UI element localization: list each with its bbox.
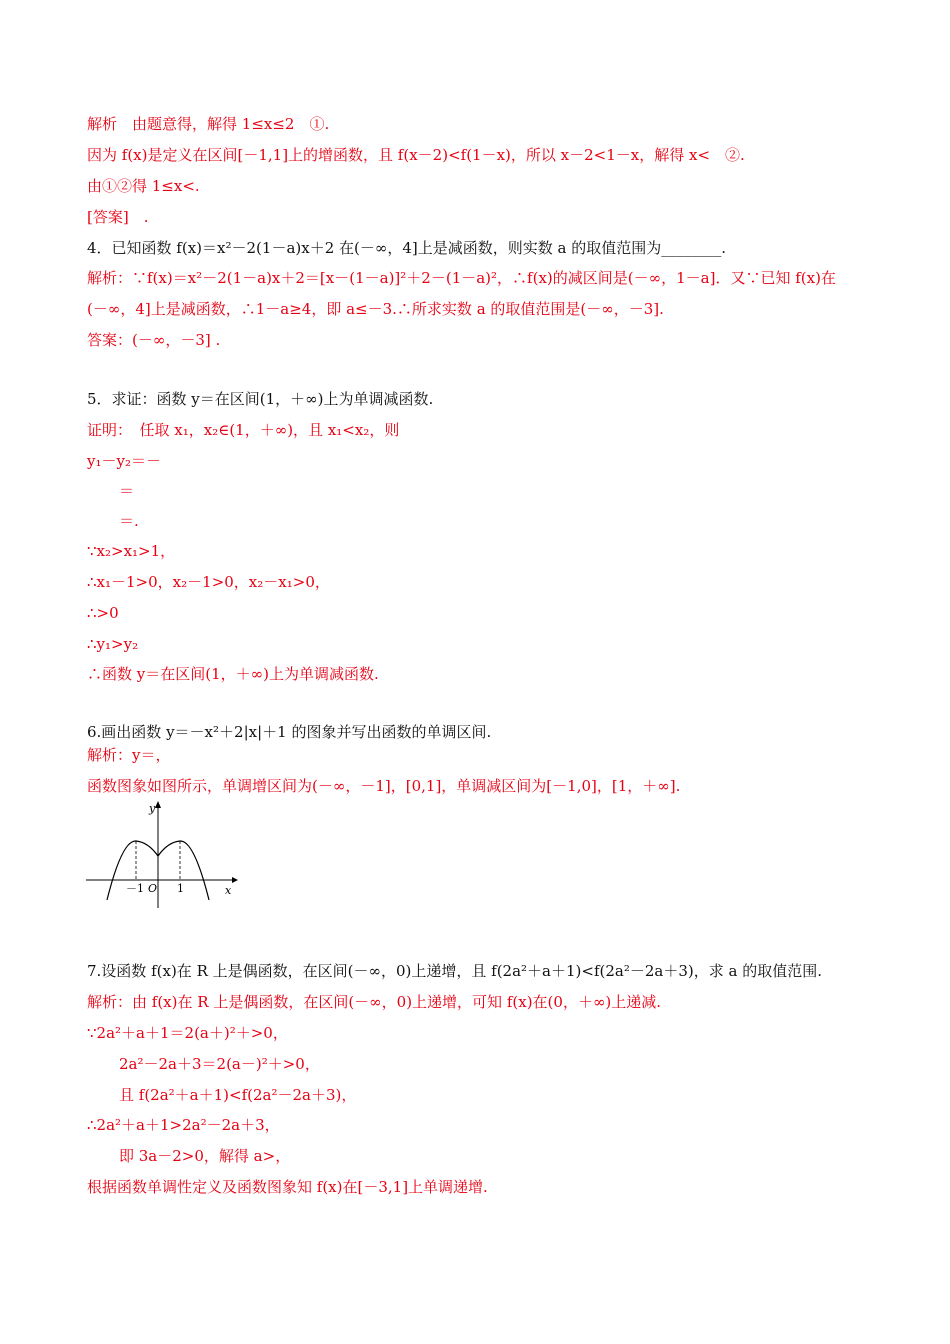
proof-5-line-6: ∴x₁－1>0，x₂－1>0，x₂－x₁>0，	[87, 573, 330, 591]
proof-5-line-4: ＝.	[119, 512, 139, 530]
proof-5-line-1: 证明： 任取 x₁，x₂∈(1，＋∞)，且 x₁<x₂，则	[87, 421, 400, 439]
question-6: 6.画出函数 y＝－x²＋2|x|＋1 的图象并写出函数的单调区间.	[87, 723, 492, 741]
question-5: 5．求证：函数 y＝在区间(1，＋∞)上为单调减函数.	[87, 390, 434, 408]
proof-5-line-3: ＝	[119, 482, 135, 500]
proof-5-line-8: ∴y₁>y₂	[87, 635, 139, 653]
y-label: y	[149, 802, 156, 815]
solution-6-line-2: 函数图象如图所示，单调增区间为(－∞，－1]，[0,1]，单调减区间为[－1,0]，[1，＋∞].	[87, 777, 681, 795]
solution-7-line-7: 根据函数单调性定义及函数图象知 f(x)在[－3,1]上单调递增.	[87, 1178, 488, 1196]
tick-neg1: －1	[126, 882, 144, 895]
tick-1: 1	[177, 882, 184, 895]
y-axis-arrow	[155, 801, 161, 808]
x-label: x	[225, 884, 232, 897]
solution-6-line-1: 解析：y＝，	[87, 746, 171, 764]
solution-7-line-4: 且 f(2a²＋a＋1)<f(2a²－2a＋3)，	[119, 1086, 357, 1104]
question-4: 4．已知函数 f(x)＝x²－2(1－a)x＋2 在(－∞，4]上是减函数，则实数 a 的取值范围为________.	[87, 239, 726, 257]
solution-7-line-1: 解析：由 f(x)在 R 上是偶函数，在区间(－∞，0)上递增，可知 f(x)在(0，＋∞)上递减.	[87, 993, 662, 1011]
function-graph	[86, 800, 238, 910]
proof-5-line-7: ∴>0	[87, 604, 119, 622]
solution-line-3: 由①②得 1≤x<.	[87, 177, 200, 195]
proof-5-line-5: ∵x₂>x₁>1，	[87, 542, 176, 560]
solution-7-line-6: 即 3a－2>0，解得 a>，	[119, 1147, 291, 1165]
x-axis-arrow	[232, 877, 238, 883]
answer-line-3: [答案] .	[87, 208, 149, 226]
solution-7-line-3: 2a²－2a＋3＝2(a－)²＋>0，	[119, 1055, 320, 1073]
proof-5-line-9: ∴函数 y＝在区间(1，＋∞)上为单调减函数.	[87, 665, 379, 683]
proof-5-line-2: y₁－y₂＝－	[87, 452, 161, 470]
solution-line-2: 因为 f(x)是定义在区间[－1,1]上的增函数，且 f(x－2)<f(1－x)，所以 x－2<1－x，解得 x< ②.	[87, 146, 745, 164]
solution-4-line-1: 解析：∵f(x)＝x²－2(1－a)x＋2＝[x－(1－a)]²＋2－(1－a)²，∴f(x)的减区间是(－∞，1－a]．又∵已知 f(x)在	[87, 269, 836, 287]
origin-label: O	[148, 882, 158, 895]
solution-7-line-2: ∵2a²＋a＋1＝2(a＋)²＋>0，	[87, 1024, 288, 1042]
solution-4-line-2: (－∞，4]上是减函数，∴1－a≥4，即 a≤－3.∴所求实数 a 的取值范围是(－∞，－3].	[87, 300, 664, 318]
solution-7-line-5: ∴2a²＋a＋1>2a²－2a＋3，	[87, 1116, 280, 1134]
question-7: 7.设函数 f(x)在 R 上是偶函数，在区间(－∞，0)上递增，且 f(2a²＋a＋1)<f(2a²－2a＋3)，求 a 的取值范围.	[87, 962, 822, 980]
solution-line-1: 解析 由题意得，解得 1≤x≤2 ①.	[87, 115, 330, 133]
answer-4: 答案：(－∞，－3] .	[87, 331, 221, 349]
